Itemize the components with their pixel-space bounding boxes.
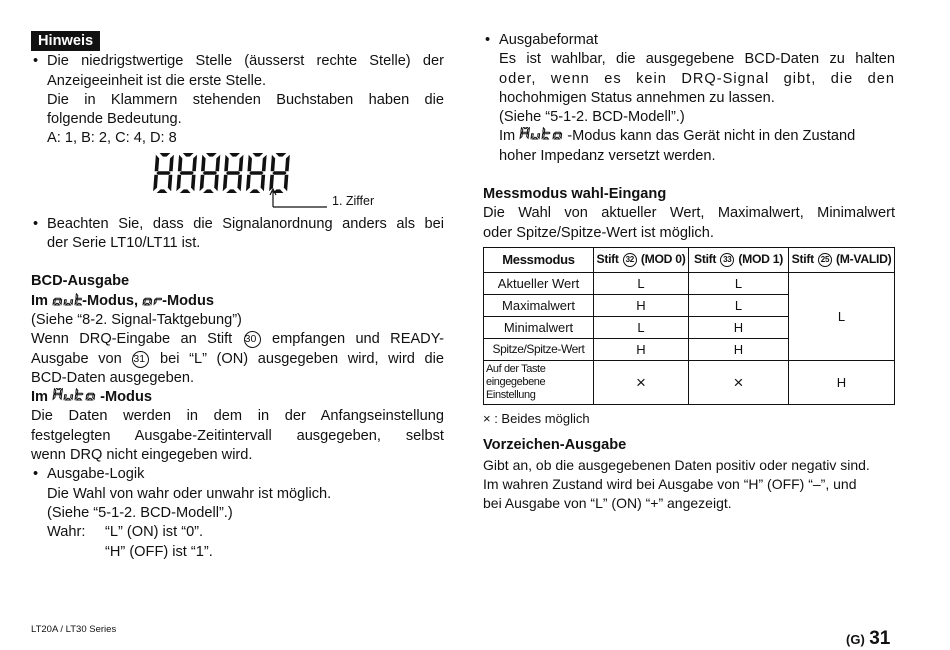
text-line: BCD-Daten ausgegeben.	[31, 369, 195, 386]
lcd-segment	[56, 388, 61, 390]
lcd-segment	[55, 393, 61, 395]
mvalid-cell: H	[789, 360, 895, 404]
lcd-segment	[520, 134, 522, 138]
lcd-segment	[272, 171, 286, 175]
lcd-segment	[168, 175, 173, 191]
lcd-segment	[54, 389, 56, 393]
table-row	[484, 272, 895, 294]
lcd-segment	[285, 155, 290, 171]
lcd-segment	[203, 189, 214, 193]
lcd-segment	[206, 153, 217, 157]
lcd-segment	[53, 395, 55, 399]
lcd-segment	[215, 155, 220, 171]
lcd-segment	[155, 155, 160, 171]
mod0-cell: ×	[594, 360, 689, 404]
lcd-segment	[247, 155, 252, 171]
lcd-segment	[145, 298, 151, 300]
text-line: Im -Modus kann das Gerät nicht in den Zustand	[499, 128, 856, 145]
text-line: Beachten Sie, dass die Signalanordnung anders als bei	[47, 215, 444, 232]
page-number-value: 31	[869, 628, 891, 649]
lcd-segment	[88, 399, 93, 401]
lcd-segment	[66, 399, 71, 401]
mod0-cell: H	[594, 294, 689, 316]
lcd-segment	[531, 134, 533, 138]
text-line: Die Daten werden in dem in der Anfangseinstellung	[31, 408, 444, 425]
lcd-segment	[53, 299, 55, 303]
lcd-segment	[523, 127, 528, 129]
pointer-arrow-icon	[269, 187, 329, 209]
lcd-segment	[93, 395, 95, 399]
lcd-segment	[237, 175, 242, 191]
lcd-segment	[143, 299, 145, 303]
text-line: Die Wahl von aktueller Wert, Maximalwert, Minimalwert	[483, 205, 895, 222]
lcd-segment	[226, 189, 237, 193]
lcd-segment	[64, 299, 66, 303]
mode-cell: Aktueller Wert	[484, 272, 594, 294]
bullet-dot-icon: •	[485, 32, 491, 48]
text-line: Gibt an, ob die ausgegebenen Daten positiv oder negativ sind.	[483, 456, 870, 473]
language-tag: (G)	[846, 632, 865, 647]
lcd-segment	[555, 133, 561, 135]
text-line: folgende Bedeutung.	[47, 111, 182, 128]
lcd-segment	[169, 155, 174, 171]
text-line: Die Wahl von wahr oder unwahr ist möglich.	[47, 485, 332, 502]
lcd-segment	[60, 395, 62, 399]
lcd-segment	[252, 153, 263, 157]
lcd-segment	[180, 171, 194, 175]
lcd-segment	[249, 189, 260, 193]
lcd-segment	[183, 153, 194, 157]
text-line: Die in Klammern stehenden Buchstaben haben die	[47, 91, 444, 108]
seg-text-or-icon	[142, 293, 162, 307]
mod0-cell: L	[594, 272, 689, 294]
lcd-segment	[261, 175, 266, 191]
table-header-cell: Stift 32 (MOD 0)	[594, 247, 689, 272]
text-line: wenn DRQ nicht eingegeben wird.	[31, 447, 253, 464]
seg-text-out-icon	[52, 293, 82, 307]
seg-text-auto-icon	[52, 388, 100, 403]
lcd-segment	[192, 155, 197, 171]
mod1-cell: L	[689, 272, 789, 294]
text-line: bei Ausgabe von “L” (ON) “+” angezeigt.	[483, 495, 732, 512]
lcd-segment	[160, 153, 171, 157]
pin-badge: 32	[623, 253, 637, 267]
siehe-ref: (Siehe “8-2. Signal-Taktgebung”)	[31, 311, 242, 328]
lcd-segment	[543, 128, 545, 132]
lcd-segment	[229, 153, 240, 157]
text-line: oder, wenn es kein DRQ-Signal gibt, die den	[499, 70, 895, 87]
lcd-segment	[178, 155, 183, 171]
mod1-cell: H	[689, 338, 789, 360]
table-header-cell: Stift 33 (MOD 1)	[689, 247, 789, 272]
hinweis-label: Hinweis	[31, 31, 100, 51]
pin-31-badge: 31	[132, 351, 149, 368]
format-bullet	[483, 31, 895, 166]
lcd-segment	[71, 395, 73, 399]
bullet-dot-icon: •	[33, 466, 39, 483]
lcd-segment	[521, 128, 523, 132]
lcd-segment	[200, 175, 205, 191]
lcd-segment	[60, 389, 62, 393]
lcd-segment	[157, 189, 168, 193]
bcd-subheading-out-or: Im -Modus, -Modus	[31, 292, 214, 309]
text-line: oder Spitze/Spitze-Wert ist möglich.	[483, 224, 714, 241]
lcd-segment	[64, 395, 66, 399]
pin-30-badge: 30	[244, 331, 261, 348]
lcd-segment	[60, 299, 62, 303]
lcd-segment	[249, 171, 263, 175]
lcd-segment	[214, 175, 219, 191]
lcd-segment	[201, 155, 206, 171]
text-line: Anzeigeeinheit ist die erste Stelle.	[47, 72, 267, 89]
text-line: Im wahren Zustand wird bei Ausgabe von “H” (OFF) “–”, und	[483, 475, 857, 492]
mod1-cell: L	[689, 294, 789, 316]
lcd-segment	[150, 299, 152, 303]
bullet-dot-icon: •	[33, 53, 39, 70]
text-line: Ausgabe-Logik	[47, 466, 145, 483]
lcd-segment	[176, 175, 181, 191]
lcd-segment	[555, 138, 560, 140]
mode-cell: Spitze/Spitze-Wert	[484, 338, 594, 360]
lcd-segment	[55, 298, 61, 300]
lcd-segment	[226, 171, 240, 175]
lcd-figure	[31, 149, 444, 215]
text-line: (Siehe “5-1-2. BCD-Modell”.)	[499, 109, 685, 126]
lcd-segment	[560, 134, 562, 138]
text-line: Es ist wahlbar, die ausgegebene BCD-Daten zu halten	[499, 51, 895, 68]
lcd-segment	[86, 395, 88, 399]
lcd-segment	[528, 128, 530, 132]
table-note: × : Beides möglich	[483, 410, 590, 426]
bcd-subheading-auto: Im -Modus	[31, 389, 152, 406]
mod0-cell: L	[594, 316, 689, 338]
pin-badge: 33	[720, 253, 734, 267]
lcd-segment	[55, 303, 60, 305]
left-column	[31, 31, 444, 562]
logic-bullet	[31, 465, 444, 561]
lcd-segment	[88, 393, 94, 395]
text-line: der Serie LT10/LT11 ist.	[47, 235, 201, 252]
lcd-segment	[246, 175, 251, 191]
lcd-segment	[145, 303, 150, 305]
pin-badge: 25	[818, 253, 832, 267]
lcd-segment	[77, 399, 82, 401]
messmodus-table	[483, 247, 895, 405]
lcd-segment	[544, 133, 550, 135]
mode-cell: Minimalwert	[484, 316, 594, 338]
ziffer-label: 1. Ziffer	[332, 193, 375, 208]
vorzeichen-heading: Vorzeichen-Ausgabe	[483, 437, 627, 454]
text-line: Ausgabeformat	[499, 32, 598, 48]
lcd-segment	[75, 299, 77, 303]
table-header-cell: Messmodus	[484, 247, 594, 272]
lcd-segment	[77, 303, 82, 305]
lcd-segment	[262, 155, 267, 171]
mode-cell: Maximalwert	[484, 294, 594, 316]
lcd-segment	[75, 395, 77, 399]
lcd-segment	[542, 134, 544, 138]
mvalid-cell: L	[789, 272, 895, 360]
text-line: (Siehe “5-1-2. BCD-Modell”.)	[47, 504, 233, 521]
right-column	[483, 31, 895, 513]
text-line: festgelegten Ausgabe-Zeitintervall ausgegeben, selbst	[31, 427, 444, 444]
lcd-segment	[553, 134, 555, 138]
text-line: hochohmigen Status annehmen zu lassen.	[499, 89, 775, 106]
note-bullet-1	[31, 52, 444, 148]
lcd-segment	[527, 134, 529, 138]
text-line: A: 1, B: 2, C: 4, D: 8	[47, 130, 177, 147]
mode-cell: Auf der Taste eingegebene Einstellung	[484, 360, 594, 404]
text-line: Die niedrigstwertige Stelle (äusserst rechte Stelle) der	[47, 53, 444, 70]
lcd-segment	[66, 303, 71, 305]
table-header-cell: Stift 25 (M-VALID)	[789, 247, 895, 272]
mod1-cell: ×	[689, 360, 789, 404]
lcd-segment	[538, 134, 540, 138]
lcd-segment	[271, 155, 276, 171]
bullet-dot-icon: •	[33, 215, 39, 232]
logic-h-row: “H” (OFF) ist “1”.	[105, 543, 213, 560]
text-line: Ausgabe von 31 bei “L” (ON) ausgegeben wird, wird die	[31, 350, 445, 367]
mod0-cell: H	[594, 338, 689, 360]
series-footer: LT20A / LT30 Series	[31, 624, 117, 635]
lcd-segment	[156, 171, 170, 175]
bcd-heading: BCD-Ausgabe	[31, 273, 130, 290]
text-line: hoher Impedanz versetzt werden.	[499, 147, 716, 164]
lcd-segment	[223, 175, 228, 191]
table-row	[484, 360, 895, 404]
page-number	[846, 628, 890, 650]
seg-text-auto-icon	[519, 127, 567, 142]
lcd-segment	[153, 175, 158, 191]
note-bullet-2	[31, 215, 444, 254]
lcd-segment	[276, 153, 287, 157]
messmodus-heading: Messmodus wahl-Eingang	[483, 186, 667, 203]
table-header-row	[484, 247, 895, 272]
lcd-segment	[76, 293, 78, 297]
lcd-segment	[544, 138, 549, 140]
text-line: Wenn DRQ-Eingabe an Stift 30 empfangen und READY-	[31, 331, 444, 348]
lcd-segment	[239, 155, 244, 171]
lcd-segment	[522, 133, 528, 135]
lcd-segment	[77, 393, 83, 395]
lcd-segment	[533, 138, 538, 140]
lcd-segment	[180, 189, 191, 193]
logic-wahr-row: Wahr: “L” (ON) ist “0”.	[47, 524, 204, 541]
lcd-segment	[224, 155, 229, 171]
lcd-segment	[71, 299, 73, 303]
lcd-segment	[154, 299, 156, 303]
lcd-segment	[191, 175, 196, 191]
mod1-cell: H	[689, 316, 789, 338]
lcd-segment	[76, 389, 78, 393]
lcd-segment	[203, 171, 217, 175]
